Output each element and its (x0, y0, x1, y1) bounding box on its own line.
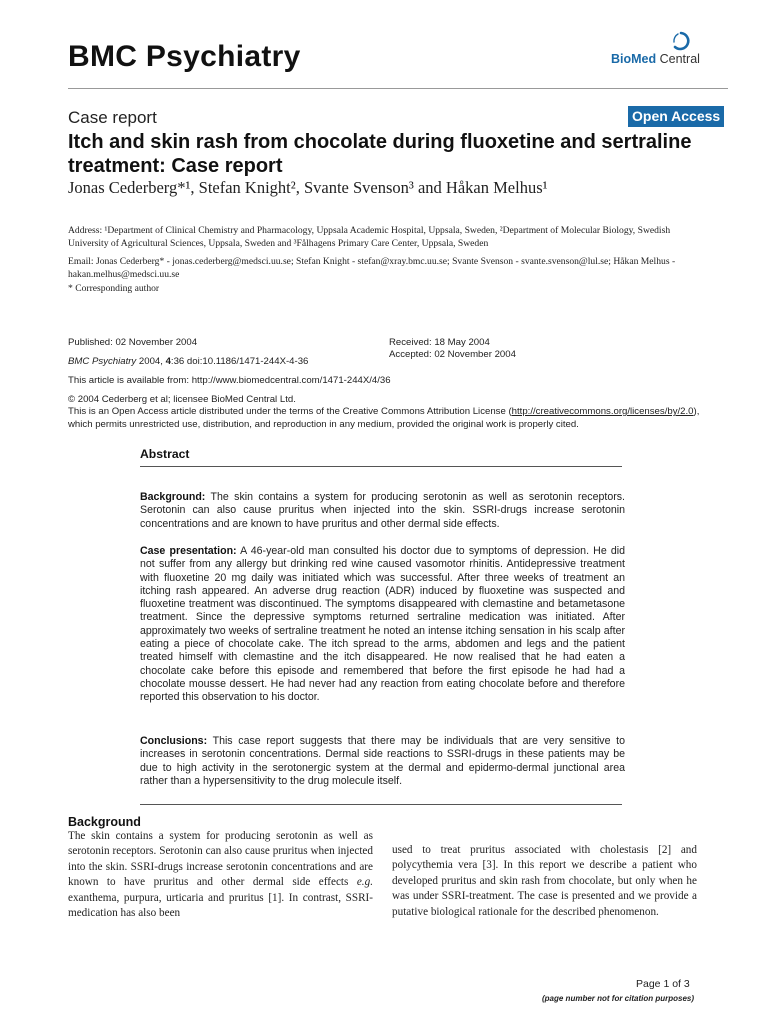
header-divider (68, 88, 728, 89)
received-date: Received: 18 May 2004 (389, 337, 490, 348)
abstract-conclusions (140, 735, 625, 788)
article-url[interactable]: This article is available from: http://www.biomedcentral.com/1471-244X/4/36 (68, 375, 391, 386)
body-left-eg: e.g. (356, 876, 373, 889)
body-left-text-b: exanthema, purpura, urticaria and pruritus [1]. In contrast, SSRI-medication has also been (68, 891, 373, 920)
article-title: Itch and skin rash from chocolate during fluoxetine and sertraline treatment: Case report (68, 131, 692, 177)
abstract-bottom-rule (140, 804, 622, 805)
journal-title: BMC Psychiatry (68, 40, 301, 73)
affiliations: Address: ¹Department of Clinical Chemistry and Pharmacology, Uppsala Academic Hospital, Uppsala, Sweden, ²Department of Molecular Biology, Swedish University of Agricultural Sciences, Uppsala, Sweden and ³Fålhagens Primary Care Center, Uppsala, Sweden (68, 225, 671, 249)
citation-line (68, 356, 308, 369)
published-date: Published: 02 November 2004 (68, 337, 198, 348)
corresponding-author-note: * Corresponding author (68, 283, 160, 294)
citation-volume: 4 (165, 356, 171, 367)
section-heading-background: Background (68, 815, 141, 829)
abstract-background (140, 491, 625, 531)
citation-doi: :36 doi:10.1186/1471-244X-4-36 (170, 356, 309, 367)
body-column-right: used to treat pruritus associated with cholestasis [2] and polycythemia vera [3]. In this report we describe a patient who developed pruritus and skin rash from chocolate, but only when he was under SSRI-treatment. The case is presented and we provide a putative biological rationale for the described phenomenon. (392, 844, 697, 918)
abstract-case-text: A 46-year-old man consulted his doctor due to symptoms of depression. He did not suffer from any allergy but drinking red wine caused vasomotor rhinitis. Antidepressive treatment with fluoxetine 20 mg daily was initiated which was successful. After three weeks of treatment an itching rash appeared. An adverse drug reaction (ADR) induced by fluoxetine was suspected and fluoxetine treatment was discontinued. The symptoms disappeared with clemastine and betametasone treatment. Since the depressive symptoms returned sertraline medication was initiated. After approximately two weeks of sertraline treatment he noted an intense itching sensation in his scalp after eating a piece of chocolate cake. The itch spread to the arms, abdomen and legs and the patient treated himself with clemastine and the itch disappeared. He now realised that he had eaten a chocolate cake before this episode and remembered that before the first episode he had had a chocolate mousse dessert. He had never had any reaction from eating chocolate before and therefore reported this observation to his doctor. (140, 545, 625, 704)
accepted-date: Accepted: 02 November 2004 (389, 349, 516, 360)
license-notice (68, 406, 708, 431)
copyright-notice: © 2004 Cederberg et al; licensee BioMed Central Ltd. (68, 394, 296, 405)
body-left-text-a: The skin contains a system for producing serotonin as well as serotonin receptors. Serotonin can also cause pruritus when injected into the skin. SSRI-drugs increase serotonin concentrations and are known to have pruritus and other dermal side effects (68, 830, 373, 889)
license-text-end: ), which permits unrestricted use, distribution, and reproduction in any medium, provided the original work is properly cited. (68, 406, 700, 430)
abstract-background-text: The skin contains a system for producing serotonin as well as serotonin receptors. Serotonin can also cause pruritus when injected into the skin. SSRI-drugs increase serotonin concentrations and are known to have pruritus and other dermal side effects. (140, 491, 625, 530)
citation-journal: BMC Psychiatry (68, 356, 137, 367)
license-text-start: This is an Open Access article distributed under the terms of the Creative Commons Attribution License ( (68, 406, 512, 417)
abstract-case-presentation (140, 545, 625, 705)
biomed-logo-icon (669, 30, 693, 52)
page-number-note: (page number not for citation purposes) (542, 994, 695, 1003)
open-access-badge[interactable]: Open Access (628, 106, 724, 127)
abstract-background-label: Background: (140, 491, 206, 503)
logo-central-text: Central (659, 52, 700, 66)
biomed-central-logo[interactable] (608, 30, 728, 72)
article-type-label: Case report (68, 108, 157, 127)
body-column-left (68, 829, 373, 921)
page-number: Page 1 of 3 (636, 978, 690, 990)
abstract-heading: Abstract (140, 447, 190, 461)
license-link[interactable]: http://creativecommons.org/licenses/by/2.0 (511, 406, 694, 417)
logo-biomed-text: BioMed (611, 52, 657, 66)
abstract-case-label: Case presentation: (140, 545, 237, 557)
abstract-conclusions-label: Conclusions: (140, 735, 208, 747)
abstract-conclusions-text: This case report suggests that there may be individuals that are very sensitive to increases in serotonin concentrations. Dermal side reactions to SSRI-drugs in these patients may be due to high activity in the serotonergic system at the dermal and epidermo-dermal junctional area rather than a hypersensitivity to the drug molecule itself. (140, 735, 625, 787)
abstract-top-rule (140, 466, 622, 467)
citation-year: 2004, (136, 356, 166, 367)
author-emails: Email: Jonas Cederberg* - jonas.cederberg@medsci.uu.se; Stefan Knight - stefan@xray.bmc.uu.se; Svante Svenson - svante.svenson@lul.se; Håkan Melhus - hakan.melhus@medsci.uu.se (68, 256, 676, 280)
author-list: Jonas Cederberg*¹, Stefan Knight², Svante Svenson³ and Håkan Melhus¹ (68, 178, 548, 197)
